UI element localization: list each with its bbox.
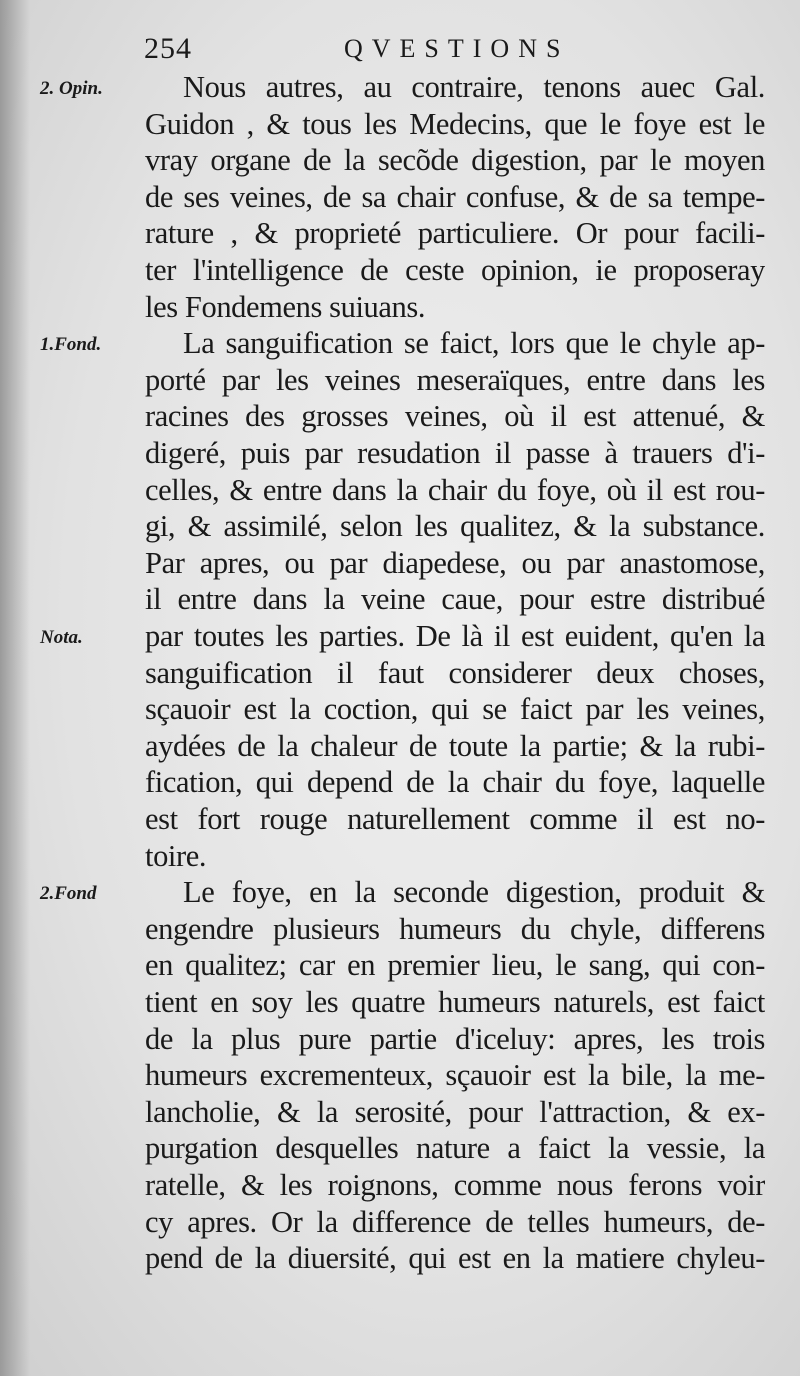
text-line: sçauoir est la coction, qui se faict par les veines, — [145, 692, 765, 727]
text-line: Guidon , & tous les Medecins, que le foye est le — [145, 106, 765, 141]
text-line: La sanguification se faict, lors que le chyle ap- — [183, 326, 765, 361]
text-line: de la plus pure partie d'iceluy: apres, les trois — [145, 1021, 765, 1056]
text-line: aydées de la chaleur de toute la partie; & la rubi- — [145, 728, 765, 763]
text-line: engendre plusieurs humeurs du chyle, differens — [145, 911, 765, 946]
text-line: toire. — [145, 838, 207, 873]
text-line: humeurs excrementeux, sçauoir est la bile, la me- — [145, 1058, 765, 1093]
running-title: QVESTIONS — [344, 34, 570, 63]
margin-note: 1.Fond. — [40, 334, 102, 356]
text-line: pend de la diuersité, qui est en la matiere chyleu- — [145, 1241, 765, 1276]
text-line: Nous autres, au contraire, tenons auec Gal. — [183, 70, 765, 104]
text-line: ratelle, & les roignons, comme nous ferons voir — [145, 1168, 765, 1202]
text-line: est fort rouge naturellement comme il est no- — [145, 802, 765, 836]
text-line: Le foye, en la seconde digestion, produit & — [183, 875, 765, 910]
text-line: racines des grosses veines, où il est attenué, & — [145, 399, 765, 434]
text-line: par toutes les parties. De là il est euident, qu'en la — [145, 619, 765, 653]
page-number: 254 — [144, 32, 192, 65]
page-gutter-shadow — [0, 0, 30, 1376]
text-line: de ses veines, de sa chair confuse, & de sa tempe- — [145, 179, 765, 214]
text-line: fication, qui depend de la chair du foye, laquelle — [145, 765, 765, 800]
text-line: gi, & assimilé, selon les qualitez, & la substance. — [145, 509, 765, 544]
text-line: vray organe de la secõde digestion, par le moyen — [145, 143, 765, 178]
text-line: tient en soy les quatre humeurs naturels, est faict — [145, 985, 765, 1019]
margin-note: 2. Opin. — [40, 78, 103, 99]
text-line: Par apres, ou par diapedese, ou par anastomose, — [145, 545, 765, 580]
text-line: les Fondemens suiuans. — [145, 289, 426, 324]
text-line: purgation desquelles nature a faict la vessie, la — [145, 1131, 765, 1166]
margin-note: 2.Fond — [40, 883, 97, 905]
text-line: il entre dans la veine caue, pour estre distribué — [145, 582, 765, 617]
text-line: celles, & entre dans la chair du foye, où il est rou- — [145, 472, 765, 507]
text-line: rature , & proprieté particuliere. Or pour facili- — [145, 216, 765, 251]
text-line: sanguification il faut considerer deux choses, — [145, 655, 765, 690]
text-line: en qualitez; car en premier lieu, le sang, qui con- — [145, 948, 765, 983]
text-line: digeré, puis par resudation il passe à trauers d'i- — [145, 436, 765, 470]
text-line: porté par les veines meseraïques, entre dans les — [145, 362, 765, 397]
text-line: ter l'intelligence de ceste opinion, ie proposeray — [145, 253, 765, 287]
text-line: lancholie, & la serosité, pour l'attraction, & ex- — [145, 1094, 765, 1129]
margin-note: Nota. — [40, 627, 83, 648]
text-line: cy apres. Or la difference de telles humeurs, de- — [145, 1204, 765, 1239]
page-header — [144, 32, 764, 72]
